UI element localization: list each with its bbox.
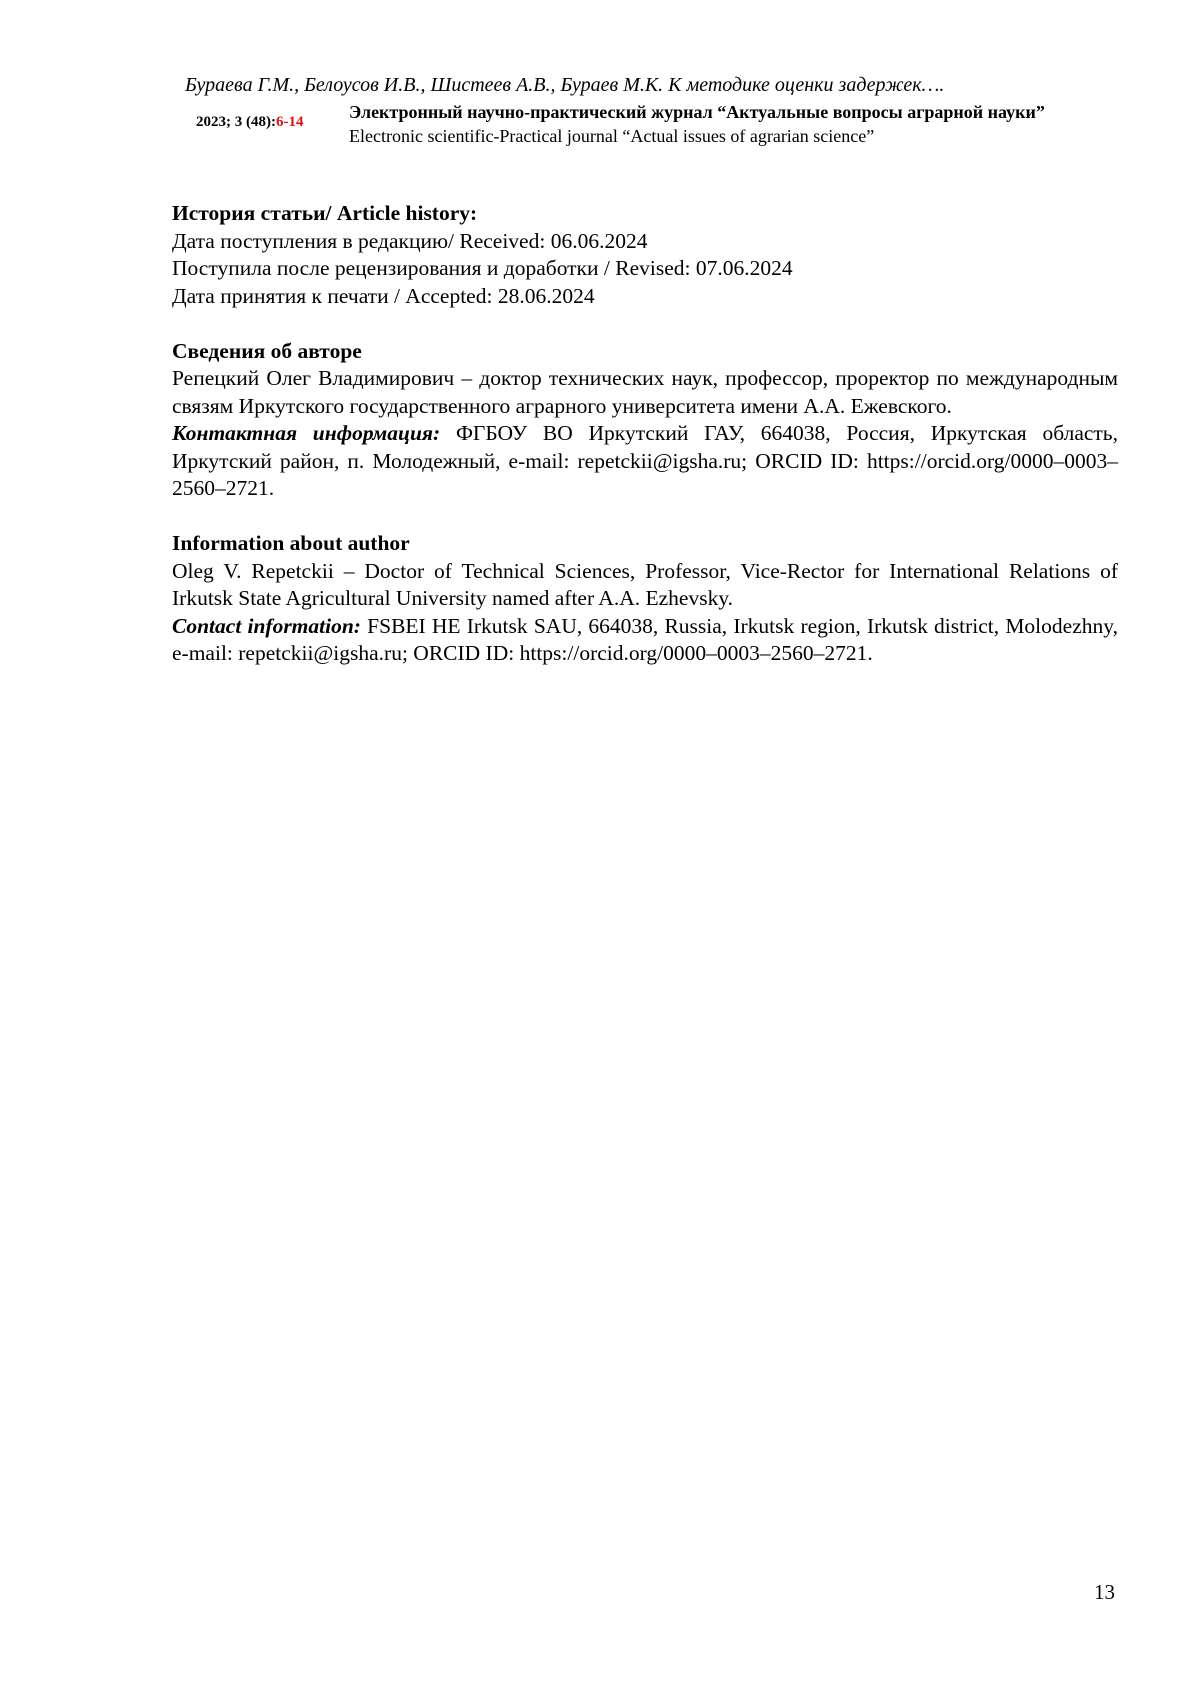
author-info-en [172, 530, 1118, 668]
article-history [172, 200, 1118, 310]
issue-info [196, 114, 303, 131]
spacer [172, 310, 1118, 338]
author-info-ru-title: Сведения об авторе [172, 338, 362, 363]
revised-date: Поступила после рецензирования и доработки / Revised: 07.06.2024 [172, 256, 793, 280]
issue-pages: 6-14 [275, 114, 304, 130]
article-history-title: История статьи/ Article history: [172, 201, 478, 225]
accepted-date: Дата принятия к печати / Accepted: 28.06.2024 [172, 283, 595, 308]
issue-prefix: 2023; 3 (48): [196, 114, 276, 130]
spacer [172, 503, 1118, 531]
author-bio-en: Oleg V. Repetckii – Doctor of Technical Sciences, Professor, Vice-Rector for International Relations of Irkutsk State Agricultural University named after A.A. Ezhevsky. [172, 558, 1118, 610]
journal-title-ru: Электронный научно-практический журнал “Актуальные вопросы аграрной науки” [349, 102, 1045, 122]
author-info-en-title: Information about author [172, 531, 410, 555]
page-number: 13 [1094, 1580, 1115, 1604]
contact-text-ru: ФГБОУ ВО Иркутский ГАУ, 664038, Россия, Иркутская область, Иркутский район, п. Молодежный, e-mail: repetckii@igsha.ru; ORCID ID: https://orcid.org/0000–0003–2560–2721. [172, 421, 1118, 500]
contact-info-ru [172, 420, 1118, 503]
author-bio-ru: Репецкий Олег Владимирович – доктор технических наук, профессор, проректор по международным связям Иркутского государственного аграрного университета имени А.А. Ежевского. [172, 366, 1118, 418]
received-date: Дата поступления в редакцию/ Received: 06.06.2024 [172, 228, 648, 253]
contact-label-en: Contact information: [172, 613, 361, 638]
journal-title-en: Electronic scientific-Practical journal “Actual issues of agrarian science” [349, 126, 875, 146]
running-head: Бураева Г.М., Белоусов И.В., Шистеев А.В., Бураев М.К. К методике оценки задержек…. [185, 74, 945, 96]
contact-text-en: FSBEI HE Irkutsk SAU, 664038, Russia, Irkutsk region, Irkutsk district, Molodezhny, e-mail: repetckii@igsha.ru; ORCID ID: https://orcid.org/0000–0003–2560–2721. [172, 613, 1118, 665]
contact-info-en [172, 613, 1118, 668]
contact-label-ru: Контактная информация: [172, 421, 441, 445]
article-back-matter [172, 200, 1118, 668]
author-info-ru [172, 338, 1118, 503]
